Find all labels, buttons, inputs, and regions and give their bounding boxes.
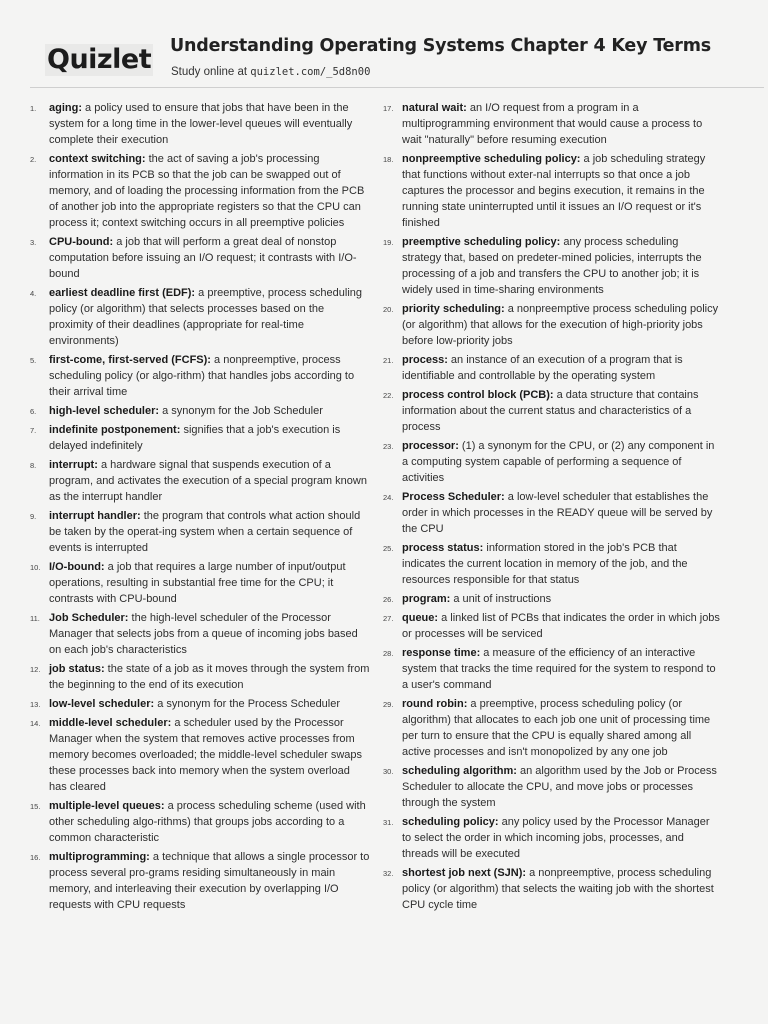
term-definition: the act of saving a job's processing information in its PCB so that the job can be swapped out of memory, and of loading the processing information from the PCB of another job into the appropriate registers so that the CPU can process it; context switching occurs in all preemptive policies	[49, 153, 365, 229]
term-definition: information stored in the job's PCB that indicates the current location in memory of the job, and the resources responsible for that status	[402, 542, 688, 586]
term-word: multiprogramming:	[49, 851, 150, 863]
term-number: 9.	[30, 512, 37, 521]
term-entry	[383, 489, 720, 537]
term-word: Job Scheduler:	[49, 612, 129, 624]
term-entry	[383, 438, 720, 486]
term-number: 2.	[30, 155, 37, 164]
term-word: interrupt handler:	[49, 510, 141, 522]
term-entry	[383, 696, 720, 760]
header-divider	[30, 87, 764, 88]
term-definition: any policy used by the Processor Manager to select the order in which incoming jobs, processes, and threads will be executed	[402, 816, 710, 860]
term-word: shortest job next (SJN):	[402, 867, 527, 879]
term-number: 30.	[383, 767, 394, 776]
term-word: natural wait:	[402, 102, 467, 114]
term-number: 17.	[383, 104, 394, 113]
term-definition: the program that controls what action should be taken by the operat-ing system when a certain sequence of events is interrupted	[49, 510, 361, 554]
term-entry	[30, 422, 370, 454]
terms-column-left	[30, 100, 370, 916]
term-word: nonpreemptive scheduling policy:	[402, 153, 581, 165]
term-word: multiple-level queues:	[49, 800, 165, 812]
term-word: interrupt:	[49, 459, 98, 471]
term-word: job status:	[49, 663, 105, 675]
term-number: 8.	[30, 461, 37, 470]
term-word: response time:	[402, 647, 481, 659]
term-number: 22.	[383, 391, 394, 400]
term-word: round robin:	[402, 698, 468, 710]
term-number: 24.	[383, 493, 394, 502]
term-word: processor:	[402, 440, 459, 452]
terms-column-right	[383, 100, 720, 916]
term-word: CPU-bound:	[49, 236, 114, 248]
term-word: scheduling policy:	[402, 816, 499, 828]
term-entry	[383, 100, 720, 148]
term-word: process status:	[402, 542, 484, 554]
term-definition: a nonpreemptive, process scheduling policy (or algo-rithm) that handles jobs according to their arrival time	[49, 354, 355, 398]
term-entry	[30, 715, 370, 795]
term-definition: a synonym for the Process Scheduler	[154, 698, 341, 710]
term-entry	[30, 559, 370, 607]
term-number: 25.	[383, 544, 394, 553]
term-word: process control block (PCB):	[402, 389, 554, 401]
term-entry	[30, 610, 370, 658]
term-number: 10.	[30, 563, 41, 572]
term-entry	[30, 234, 370, 282]
term-entry	[383, 387, 720, 435]
term-definition: a nonpreemptive, process scheduling policy (or algorithm) that selects the waiting job with the shortest CPU cycle time	[402, 867, 714, 911]
page-title: Understanding Operating Systems Chapter 4 Key Terms	[170, 36, 711, 56]
term-entry	[383, 610, 720, 642]
term-number: 16.	[30, 853, 41, 862]
term-word: program:	[402, 593, 451, 605]
term-entry	[383, 645, 720, 693]
term-definition: a scheduler used by the Processor Manager when the system that removes active processes from memory becomes overloaded; the middle-level scheduler swaps these processes back into memory when the system overload has cleared	[49, 717, 363, 793]
study-url: quizlet.com/_5d8n00	[250, 66, 371, 78]
term-number: 15.	[30, 802, 41, 811]
term-number: 18.	[383, 155, 394, 164]
term-definition: the state of a job as it moves through the system from the beginning to the end of its execution	[49, 663, 370, 691]
term-number: 20.	[383, 305, 394, 314]
term-word: queue:	[402, 612, 439, 624]
term-number: 13.	[30, 700, 41, 709]
page-header	[0, 0, 768, 90]
term-word: middle-level scheduler:	[49, 717, 172, 729]
term-definition: an I/O request from a program in a multiprogramming environment that would cause a process to wait "naturally" before resuming execution	[402, 102, 703, 146]
term-definition: the high-level scheduler of the Processor Manager that selects jobs from a queue of incoming jobs based on each job's characteristics	[49, 612, 358, 656]
term-word: low-level scheduler:	[49, 698, 155, 710]
term-word: Process Scheduler:	[402, 491, 505, 503]
term-definition: any process scheduling strategy that, based on predeter-mined policies, interrupts the processing of a job and transfers the CPU to another job; it is widely used in time-sharing environments	[402, 236, 702, 296]
term-definition: a job that will perform a great deal of nonstop computation before issuing an I/O request; it contrasts with I/O-bound	[49, 236, 357, 280]
term-definition: (1) a synonym for the CPU, or (2) any component in a computing system capable of performing a sequence of activities	[402, 440, 715, 484]
term-number: 3.	[30, 238, 37, 247]
term-word: I/O-bound:	[49, 561, 105, 573]
term-number: 5.	[30, 356, 37, 365]
term-entry	[383, 591, 720, 607]
term-number: 1.	[30, 104, 37, 113]
term-definition: a synonym for the Job Scheduler	[159, 405, 323, 417]
study-prefix: Study online at	[171, 66, 251, 78]
term-entry	[383, 352, 720, 384]
term-definition: an algorithm used by the Job or Process Scheduler to allocate the CPU, and move jobs or processes through the system	[402, 765, 717, 809]
term-number: 27.	[383, 614, 394, 623]
term-entry	[30, 100, 370, 148]
term-definition: a job that requires a large number of input/output operations, resulting in substantial free time for the CPU; it contrasts with CPU-bound	[49, 561, 346, 605]
term-entry	[383, 151, 720, 231]
term-entry	[383, 814, 720, 862]
term-word: scheduling algorithm:	[402, 765, 517, 777]
term-definition: an instance of an execution of a program that is identifiable and controllable by the operating system	[402, 354, 683, 382]
term-definition: signifies that a job's execution is delayed indefinitely	[49, 424, 341, 452]
term-number: 31.	[383, 818, 394, 827]
term-number: 29.	[383, 700, 394, 709]
term-definition: a policy used to ensure that jobs that have been in the system for a long time in the lower-level queues will eventually complete their execution	[49, 102, 353, 146]
study-online-line	[171, 66, 370, 78]
term-number: 12.	[30, 665, 41, 674]
term-number: 26.	[383, 595, 394, 604]
term-number: 21.	[383, 356, 394, 365]
term-word: preemptive scheduling policy:	[402, 236, 561, 248]
term-word: context switching:	[49, 153, 146, 165]
term-word: indefinite postponement:	[49, 424, 181, 436]
term-definition: a process scheduling scheme (used with other scheduling algo-rithms) that groups jobs according to a common characteristic	[49, 800, 366, 844]
term-number: 14.	[30, 719, 41, 728]
term-number: 19.	[383, 238, 394, 247]
term-definition: a data structure that contains information about the current status and characteristics of a process	[402, 389, 699, 433]
term-number: 11.	[30, 614, 40, 623]
term-entry	[30, 457, 370, 505]
term-definition: a nonpreemptive process scheduling policy (or algorithm) that allows for the execution of high-priority jobs before low-priority jobs	[402, 303, 719, 347]
term-entry	[383, 234, 720, 298]
term-entry	[30, 403, 370, 419]
term-entry	[30, 849, 370, 913]
term-entry	[30, 696, 370, 712]
term-word: earliest deadline first (EDF):	[49, 287, 196, 299]
term-entry	[383, 301, 720, 349]
term-number: 28.	[383, 649, 394, 658]
term-entry	[383, 540, 720, 588]
term-entry	[30, 508, 370, 556]
term-definition: a preemptive, process scheduling policy (or algorithm) that selects processes based on the proximity of their deadlines (appropriate for real-time environments)	[49, 287, 363, 347]
term-definition: a unit of instructions	[450, 593, 552, 605]
term-definition: a low-level scheduler that establishes the order in which processes in the READY queue will be served by the CPU	[402, 491, 713, 535]
term-entry	[383, 763, 720, 811]
term-entry	[30, 661, 370, 693]
term-entry	[383, 865, 720, 913]
term-word: process:	[402, 354, 448, 366]
term-number: 32.	[383, 869, 394, 878]
term-entry	[30, 285, 370, 349]
term-word: aging:	[49, 102, 82, 114]
term-definition: a job scheduling strategy that functions without exter-nal interrupts so that once a job captures the processor and begins execution, it remains in the running state uninterrupted until it issues an I/O request or it's finished	[402, 153, 706, 229]
term-definition: a technique that allows a single processor to process several pro-grams residing simultaneously in main memory, and interleaving their execution by overlapping I/O requests with CPU requests	[49, 851, 370, 911]
term-definition: a preemptive, process scheduling policy (or algorithm) that allocates to each job one unit of processing time per turn to ensure that the CPU is equally shared among all active processes and isn't monopolized by any one job	[402, 698, 711, 758]
term-number: 4.	[30, 289, 37, 298]
term-number: 6.	[30, 407, 37, 416]
term-word: high-level scheduler:	[49, 405, 160, 417]
term-definition: a measure of the efficiency of an interactive system that tracks the time required for the system to respond to a user's command	[402, 647, 716, 691]
term-entry	[30, 798, 370, 846]
term-word: first-come, first-served (FCFS):	[49, 354, 211, 366]
term-word: priority scheduling:	[402, 303, 505, 315]
term-definition: a hardware signal that suspends execution of a program, and activates the execution of a special program known as the interrupt handler	[49, 459, 367, 503]
term-entry	[30, 151, 370, 231]
term-number: 23.	[383, 442, 394, 451]
term-definition: a linked list of PCBs that indicates the order in which jobs or processes will be serviced	[402, 612, 720, 640]
term-entry	[30, 352, 370, 400]
quizlet-logo: Quizlet	[47, 44, 152, 75]
term-number: 7.	[30, 426, 37, 435]
